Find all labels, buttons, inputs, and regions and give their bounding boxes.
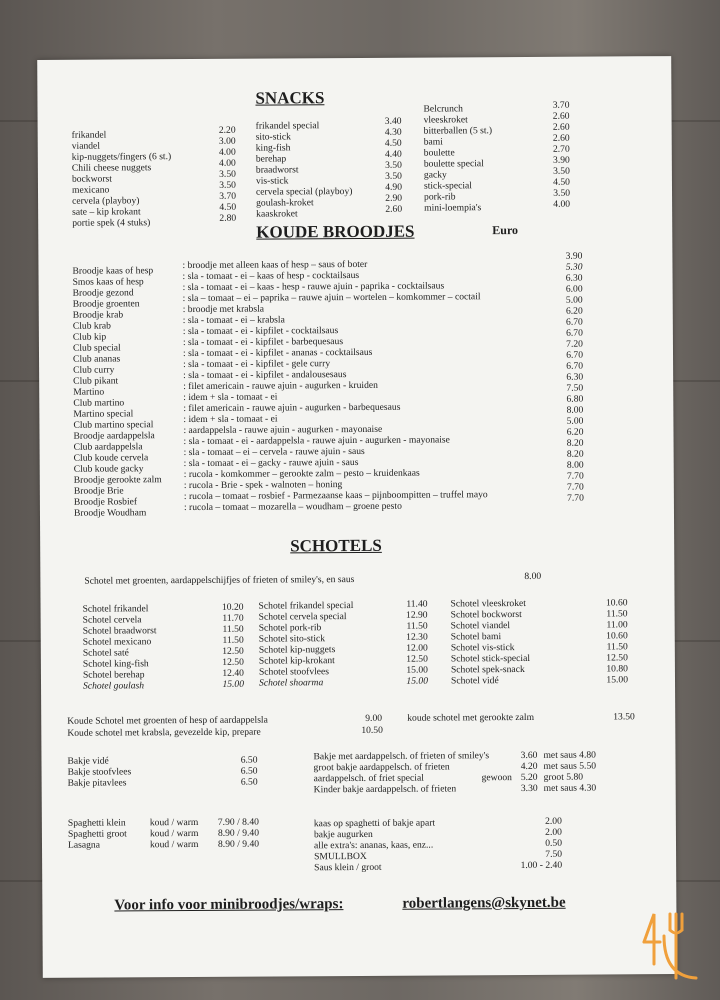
schotel-name: Schotel kip-nuggets bbox=[258, 644, 336, 656]
schotel-name: Schotel pork-rib bbox=[258, 622, 322, 634]
spaghetti-mode: koud / warm bbox=[149, 827, 199, 840]
broodje-description: : sla - tomaat - ei - aardappelsla - rauwe ajuin - augurken - mayonaise bbox=[183, 434, 450, 448]
frieten-extra bbox=[543, 749, 623, 793]
bakje-price: 6.50 bbox=[240, 765, 258, 777]
schotel-price: 10.80 bbox=[606, 663, 628, 675]
broodje-price: 6.80 bbox=[566, 393, 584, 405]
broodje-name: Broodje krab bbox=[72, 309, 124, 321]
broodje-name: Broodje gezond bbox=[72, 287, 134, 299]
schotel-price: 15.00 bbox=[406, 675, 429, 687]
snack-item-name: goulash-kroket bbox=[256, 197, 314, 209]
spaghetti-name: Lasagna bbox=[67, 839, 101, 851]
schotel-price: 12.50 bbox=[222, 645, 244, 657]
menu-sheet bbox=[37, 56, 677, 978]
schotel-name: Schotel saté bbox=[82, 647, 129, 659]
broodje-price: 6.20 bbox=[565, 305, 583, 317]
bakje-price: 6.50 bbox=[240, 754, 258, 766]
schotel-price: 10.20 bbox=[221, 601, 244, 613]
koude-schotel-3: koude schotel met gerookte zalm bbox=[407, 711, 535, 724]
schotels-col1-names bbox=[83, 603, 214, 692]
snack-item-price: 2.20 bbox=[218, 124, 236, 136]
snack-item-price: 2.60 bbox=[385, 203, 403, 215]
schotel-price: 12.50 bbox=[222, 656, 244, 668]
snack-item-price: 4.30 bbox=[384, 126, 402, 138]
broodje-description: : sla - tomaat – ei – cervela - rauwe ajuin - saus bbox=[183, 445, 365, 459]
broodje-price: 6.70 bbox=[566, 349, 584, 361]
frieten-mid: gewoon bbox=[481, 772, 513, 784]
koude-schotel-1-price: 9.00 bbox=[365, 712, 383, 724]
snack-item-price: 3.40 bbox=[384, 115, 402, 127]
broodje-name: Broodje Rosbief bbox=[73, 496, 138, 508]
broodje-price: 6.30 bbox=[566, 371, 584, 383]
broodje-price: 3.90 bbox=[565, 250, 583, 262]
broodje-description: : filet americain - rauwe ajuin - augurken - kruiden bbox=[183, 379, 378, 393]
frieten-price: 4.20 bbox=[520, 760, 538, 773]
broodje-name: Club koude gacky bbox=[73, 463, 144, 475]
snack-item-price: 4.50 bbox=[384, 137, 402, 149]
schotel-price: 11.50 bbox=[222, 623, 244, 635]
broodje-price: 6.70 bbox=[565, 316, 583, 328]
schotel-price: 12.40 bbox=[222, 667, 244, 679]
snack-item-name: sate – kip krokant bbox=[72, 206, 141, 218]
frieten-extra: met saus 4.80 bbox=[543, 749, 596, 761]
bakjes-prices bbox=[231, 755, 257, 788]
broodje-price: 6.20 bbox=[566, 426, 584, 438]
extra-price: 2.00 bbox=[545, 826, 562, 838]
broodje-description: : rucola - komkommer – gerookte zalm – pesto – kruidenkaas bbox=[183, 467, 420, 481]
schotel-name: Schotel sito-stick bbox=[258, 633, 326, 645]
schotel-name: Schotel vleeskroket bbox=[450, 597, 526, 610]
broodje-price: 6.00 bbox=[565, 283, 583, 295]
extra-price: 2.00 bbox=[545, 815, 562, 827]
broodje-price: 5.00 bbox=[565, 294, 583, 306]
schotel-price: 15.00 bbox=[222, 678, 245, 690]
broodje-name: Club ananas bbox=[72, 353, 121, 365]
broodje-name: Club special bbox=[72, 342, 121, 354]
broodje-price: 5.00 bbox=[566, 415, 584, 427]
schotel-name: Schotel bami bbox=[450, 631, 502, 643]
schotel-price: 12.00 bbox=[406, 642, 428, 654]
broodje-name: Broodje kaas of hesp bbox=[72, 265, 154, 277]
broodje-name: Broodje Brie bbox=[73, 485, 124, 497]
snack-item-name: vis-stick bbox=[255, 175, 289, 187]
schotel-intro-price: 8.00 bbox=[524, 570, 542, 582]
bakje-name: Bakje pitavlees bbox=[67, 777, 127, 789]
snack-item-price: 3.70 bbox=[552, 99, 570, 111]
schotel-price: 15.00 bbox=[406, 664, 428, 676]
snacks-col3-prices bbox=[541, 100, 570, 210]
broodje-price: 7.70 bbox=[567, 492, 584, 504]
snack-item-name: portie spek (4 stuks) bbox=[72, 217, 151, 229]
schotel-name: Schotel braadworst bbox=[82, 625, 157, 637]
snack-item-name: mini-loempia's bbox=[424, 202, 482, 214]
broodje-description: : idem + sla - tomaat - ei bbox=[183, 391, 278, 404]
broodje-name: Club martino bbox=[73, 397, 125, 409]
broodje-price: 5.30 bbox=[565, 261, 583, 273]
currency-label: Euro bbox=[492, 223, 519, 238]
snack-item-name: kaaskroket bbox=[256, 208, 298, 220]
broodje-description: : filet americain - rauwe ajuin - augurken - barbequesaus bbox=[183, 401, 401, 415]
koude-names bbox=[72, 265, 184, 519]
frieten-name: groot bakje aardappelsch. of frieten bbox=[313, 761, 450, 774]
broodje-description: : rucola – tomaat – rosbief - Parmezaanse kaas – pijnboompitten – truffel mayo bbox=[183, 489, 488, 503]
bakjes-names bbox=[67, 755, 187, 789]
schotel-price: 12.90 bbox=[405, 609, 428, 621]
extras-prices bbox=[512, 816, 562, 871]
broodje-price: 7.70 bbox=[566, 481, 584, 493]
broodje-description: : sla - tomaat - ei – kaas of hesp - cocktailsaus bbox=[182, 269, 360, 283]
snack-item-name: kip-nuggets/fingers (6 st.) bbox=[71, 151, 172, 163]
broodje-name: Broodje groenten bbox=[72, 298, 140, 310]
broodje-description: : sla – tomaat – ei – paprika – rauwe ajuin – wortelen – komkommer – coctail bbox=[182, 291, 481, 305]
koude-schotel-1: Koude Schotel met groenten of hesp of aardappelsla bbox=[67, 714, 268, 727]
schotel-name: Schotel stick-special bbox=[450, 652, 531, 665]
broodje-description: : sla - tomaat - ei - kipfilet - andalousesaus bbox=[183, 369, 347, 382]
spaghetti-price: 8.90 / 9.40 bbox=[217, 827, 260, 839]
broodje-description: : rucola - Brie - spek - walnoten – honing bbox=[183, 479, 343, 492]
snack-item-name: mexicano bbox=[71, 184, 110, 196]
schotel-name: Schotel mexicano bbox=[82, 636, 152, 648]
schotel-name: Schotel spek-snack bbox=[450, 663, 525, 676]
broodje-price: 8.00 bbox=[566, 459, 584, 471]
snacks-col1-names bbox=[72, 129, 213, 229]
spaghetti-name: Spaghetti klein bbox=[67, 817, 126, 829]
spaghetti-names bbox=[68, 817, 158, 851]
broodje-price: 8.00 bbox=[566, 404, 584, 416]
snack-item-price: 2.80 bbox=[219, 212, 237, 224]
snack-item-price: 2.60 bbox=[552, 132, 570, 144]
snack-item-price: 2.90 bbox=[385, 192, 403, 204]
schotel-name: Schotel cervela special bbox=[258, 611, 347, 623]
snack-item-price: 2.60 bbox=[552, 110, 570, 122]
snack-item-name: berehap bbox=[255, 153, 287, 165]
bakje-price: 6.50 bbox=[240, 776, 258, 788]
schotel-price: 10.60 bbox=[606, 630, 628, 642]
schotels-col2-names bbox=[259, 600, 400, 689]
broodje-name: Club aardappelsla bbox=[73, 441, 143, 453]
schotels-title: SCHOTELS bbox=[290, 535, 382, 556]
broodje-name: Broodje Woudham bbox=[73, 507, 147, 519]
schotel-price: 11.50 bbox=[606, 641, 628, 653]
snack-item-name: cervela special (playboy) bbox=[255, 186, 353, 198]
frieten-extra: groot 5.80 bbox=[543, 771, 584, 783]
fork-knife-logo-icon bbox=[636, 906, 706, 986]
snack-item-price: 3.50 bbox=[553, 165, 570, 177]
frieten-price: 3.60 bbox=[520, 749, 538, 762]
snack-item-price: 3.50 bbox=[385, 170, 402, 182]
schotel-name: Schotel frikandel special bbox=[258, 600, 354, 612]
broodje-name: Club krab bbox=[72, 320, 111, 332]
snack-item-price: 3.70 bbox=[219, 190, 237, 202]
schotel-name: Schotel bockworst bbox=[450, 608, 522, 621]
snack-item-price: 4.50 bbox=[219, 201, 237, 213]
broodje-description: : sla - tomaat - ei - kipfilet - barbequesaus bbox=[182, 336, 344, 349]
snack-item-name: vleeskroket bbox=[423, 114, 468, 126]
broodje-price: 7.70 bbox=[566, 470, 584, 482]
broodje-price: 6.70 bbox=[566, 360, 584, 372]
schotel-price: 11.50 bbox=[222, 634, 244, 646]
snack-item-name: frikandel bbox=[71, 129, 107, 141]
schotel-price: 11.40 bbox=[406, 598, 428, 610]
snacks-col2-names bbox=[256, 120, 387, 220]
frieten-extra: met saus 5.50 bbox=[543, 760, 597, 772]
schotels-col3-prices bbox=[594, 597, 628, 685]
broodje-description: : sla - tomaat - ei - kipfilet - cocktailsaus bbox=[182, 325, 339, 338]
broodje-description: : sla - tomaat - ei - kipfilet - gele curry bbox=[183, 358, 331, 371]
extra-price: 0.50 bbox=[545, 837, 563, 849]
broodje-description: : idem + sla - tomaat - ei bbox=[183, 413, 278, 426]
snack-item-name: pork-rib bbox=[424, 191, 456, 203]
extra-name: kaas op spaghetti of bakje apart bbox=[313, 817, 436, 830]
broodje-price: 7.50 bbox=[566, 382, 584, 394]
snack-item-price: 3.00 bbox=[218, 135, 236, 147]
broodje-name: Club martino special bbox=[73, 419, 154, 431]
snack-item-name: viandel bbox=[71, 140, 101, 152]
snack-item-name: bami bbox=[423, 136, 443, 148]
broodje-description: : sla - tomaat - ei – kaas - hesp - rauwe ajuin - paprika - cocktailsaus bbox=[182, 280, 445, 294]
snacks-title: SNACKS bbox=[255, 88, 325, 108]
snacks-col1-prices bbox=[208, 125, 237, 224]
broodje-price: 6.30 bbox=[565, 272, 583, 284]
snack-item-name: braadworst bbox=[255, 164, 299, 176]
broodje-name: Club curry bbox=[73, 364, 115, 376]
schotel-price: 11.70 bbox=[222, 612, 244, 624]
footer-email[interactable]: robertlangens@skynet.be bbox=[402, 894, 566, 912]
extra-name: SMULLBOX bbox=[314, 850, 367, 863]
schotel-price: 11.50 bbox=[406, 620, 428, 632]
frieten-name: Bakje met aardappelsch. of frieten of smiley's bbox=[313, 750, 490, 763]
frieten-price: 3.30 bbox=[520, 782, 538, 795]
broodje-price: 8.20 bbox=[566, 448, 584, 460]
broodje-price: 7.20 bbox=[566, 338, 583, 350]
bakje-name: Bakje vidé bbox=[67, 755, 109, 767]
schotel-name: Schotel viandel bbox=[450, 620, 511, 632]
snack-item-name: frikandel special bbox=[255, 120, 320, 132]
snack-item-price: 3.50 bbox=[219, 179, 237, 191]
snacks-col2-prices bbox=[374, 116, 403, 215]
broodje-description: : sla - tomaat - ei – gacky - rauwe ajuin - saus bbox=[183, 456, 359, 470]
frieten-price: 5.20 bbox=[520, 771, 538, 784]
snack-item-name: gacky bbox=[423, 169, 447, 181]
broodje-name: Martino bbox=[73, 386, 105, 398]
schotel-name: Schotel vidé bbox=[450, 675, 499, 687]
extra-name: Saus klein / groot bbox=[314, 861, 382, 874]
schotel-price: 11.00 bbox=[606, 619, 628, 631]
broodje-name: Martino special bbox=[73, 408, 134, 420]
broodje-price: 8.20 bbox=[566, 437, 584, 449]
schotel-name: Schotel kip-krokant bbox=[258, 655, 335, 667]
snack-item-name: cervela (playboy) bbox=[72, 195, 140, 207]
extras-names bbox=[314, 817, 494, 873]
broodje-name: Broodje aardappelsla bbox=[73, 430, 155, 442]
broodje-name: Club koude cervela bbox=[73, 452, 149, 464]
koude-schotel-3-price: 13.50 bbox=[613, 711, 635, 723]
snack-item-price: 4.40 bbox=[384, 148, 402, 160]
schotels-col2-prices bbox=[395, 599, 429, 687]
snack-item-name: boulette bbox=[423, 147, 455, 159]
extra-name: alle extra's: ananas, kaas, enz... bbox=[313, 839, 434, 852]
schotel-price: 10.60 bbox=[605, 597, 628, 609]
extra-price: 1.00 - 2.40 bbox=[520, 859, 563, 872]
broodje-name: Club pikant bbox=[73, 375, 119, 387]
snack-item-price: 4.00 bbox=[218, 146, 236, 158]
schotel-name: Schotel vis-stick bbox=[450, 642, 515, 654]
koude-descriptions bbox=[182, 258, 544, 513]
broodje-description: : sla - tomaat - ei - kipfilet - ananas - cocktailsaus bbox=[182, 346, 373, 360]
koude-schotel-2: Koude schotel met krabsla, gevezelde kip, prepare bbox=[67, 726, 261, 739]
snack-item-name: bockworst bbox=[71, 173, 112, 185]
broodje-description: : aardappelsla - rauwe ajuin - augurken - mayonaise bbox=[183, 423, 383, 437]
spaghetti-mode: koud / warm bbox=[149, 816, 199, 829]
frieten-name: Kinder bakje aardappelsch. of frieten bbox=[313, 783, 457, 796]
snack-item-price: 4.00 bbox=[219, 157, 236, 169]
schotel-price: 15.00 bbox=[606, 674, 629, 686]
broodje-name: Club kip bbox=[72, 331, 107, 343]
schotel-name: Schotel shoarma bbox=[258, 677, 324, 689]
spaghetti-mode: koud / warm bbox=[149, 838, 199, 851]
snack-item-price: 3.50 bbox=[553, 187, 571, 199]
snack-item-name: Belcrunch bbox=[423, 103, 463, 115]
snack-item-name: boulette special bbox=[423, 158, 484, 170]
snack-item-price: 3.90 bbox=[552, 154, 570, 166]
snack-item-price: 2.70 bbox=[552, 143, 570, 155]
extra-name: bakje augurken bbox=[313, 828, 373, 841]
extra-price: 7.50 bbox=[545, 848, 563, 860]
schotel-price: 11.50 bbox=[606, 608, 628, 620]
spaghetti-name: Spaghetti groot bbox=[67, 828, 127, 840]
snack-item-price: 4.90 bbox=[385, 181, 403, 193]
schotel-name: Schotel stoofvlees bbox=[258, 666, 330, 678]
snack-item-name: Chili cheese nuggets bbox=[71, 162, 152, 174]
schotel-intro: Schotel met groenten, aardappelschijfjes of frieten of smiley's, en saus bbox=[84, 574, 355, 587]
schotel-name: Schotel king-fish bbox=[82, 658, 149, 670]
snack-item-name: sito-stick bbox=[255, 131, 291, 143]
snack-item-price: 3.50 bbox=[219, 168, 236, 180]
koude-prices bbox=[552, 251, 584, 504]
frieten-extra: met saus 4.30 bbox=[543, 782, 597, 794]
bakje-name: Bakje stoofvlees bbox=[67, 766, 132, 778]
schotels-col3-names bbox=[450, 598, 571, 687]
spaghetti-mode bbox=[150, 817, 210, 850]
broodje-price: 6.70 bbox=[566, 327, 583, 339]
frieten-names bbox=[313, 750, 503, 795]
schotel-name: Schotel frikandel bbox=[82, 603, 149, 615]
schotel-price: 12.30 bbox=[406, 631, 428, 643]
schotel-price: 12.50 bbox=[606, 652, 628, 664]
koude-schotel-2-price: 10.50 bbox=[361, 724, 383, 736]
spaghetti-price: 8.90 / 9.40 bbox=[217, 838, 260, 850]
footer-label: Voor info voor minibroodjes/wraps: bbox=[114, 896, 344, 914]
snack-item-name: bitterballen (5 st.) bbox=[423, 125, 493, 137]
schotels-col1-prices bbox=[211, 602, 245, 690]
frieten-name: aardappelsch. of friet special bbox=[313, 772, 424, 785]
broodje-description: : rucola – tomaat – mozarella – woudham – groene pesto bbox=[183, 500, 402, 514]
spaghetti-price: 7.90 / 8.40 bbox=[217, 816, 259, 828]
snack-item-price: 2.60 bbox=[552, 121, 570, 133]
schotel-name: Schotel berehap bbox=[82, 669, 145, 681]
schotel-name: Schotel goulash bbox=[82, 680, 145, 692]
snack-item-name: stick-special bbox=[423, 180, 472, 192]
broodje-name: Broodje gerookte zalm bbox=[73, 474, 162, 486]
broodje-description: : broodje met krabsla bbox=[182, 303, 265, 316]
koude-broodjes-title: KOUDE BROODJES bbox=[256, 221, 415, 242]
snack-item-name: king-fish bbox=[255, 142, 291, 154]
frieten-prices bbox=[511, 750, 537, 794]
broodje-description: : sla - tomaat - ei – krabsla bbox=[182, 314, 285, 327]
schotel-price: 12.50 bbox=[406, 653, 428, 665]
snack-item-price: 4.00 bbox=[553, 198, 571, 210]
snack-item-price: 4.50 bbox=[553, 176, 570, 188]
snacks-col3-names bbox=[423, 103, 534, 214]
broodje-description: : broodje met alleen kaas of hesp – saus of boter bbox=[182, 258, 368, 272]
schotel-name: Schotel cervela bbox=[82, 614, 142, 626]
broodje-name: Smos kaas of hesp bbox=[72, 276, 144, 288]
spaghetti-prices bbox=[218, 816, 288, 849]
snack-item-price: 3.50 bbox=[385, 159, 402, 171]
